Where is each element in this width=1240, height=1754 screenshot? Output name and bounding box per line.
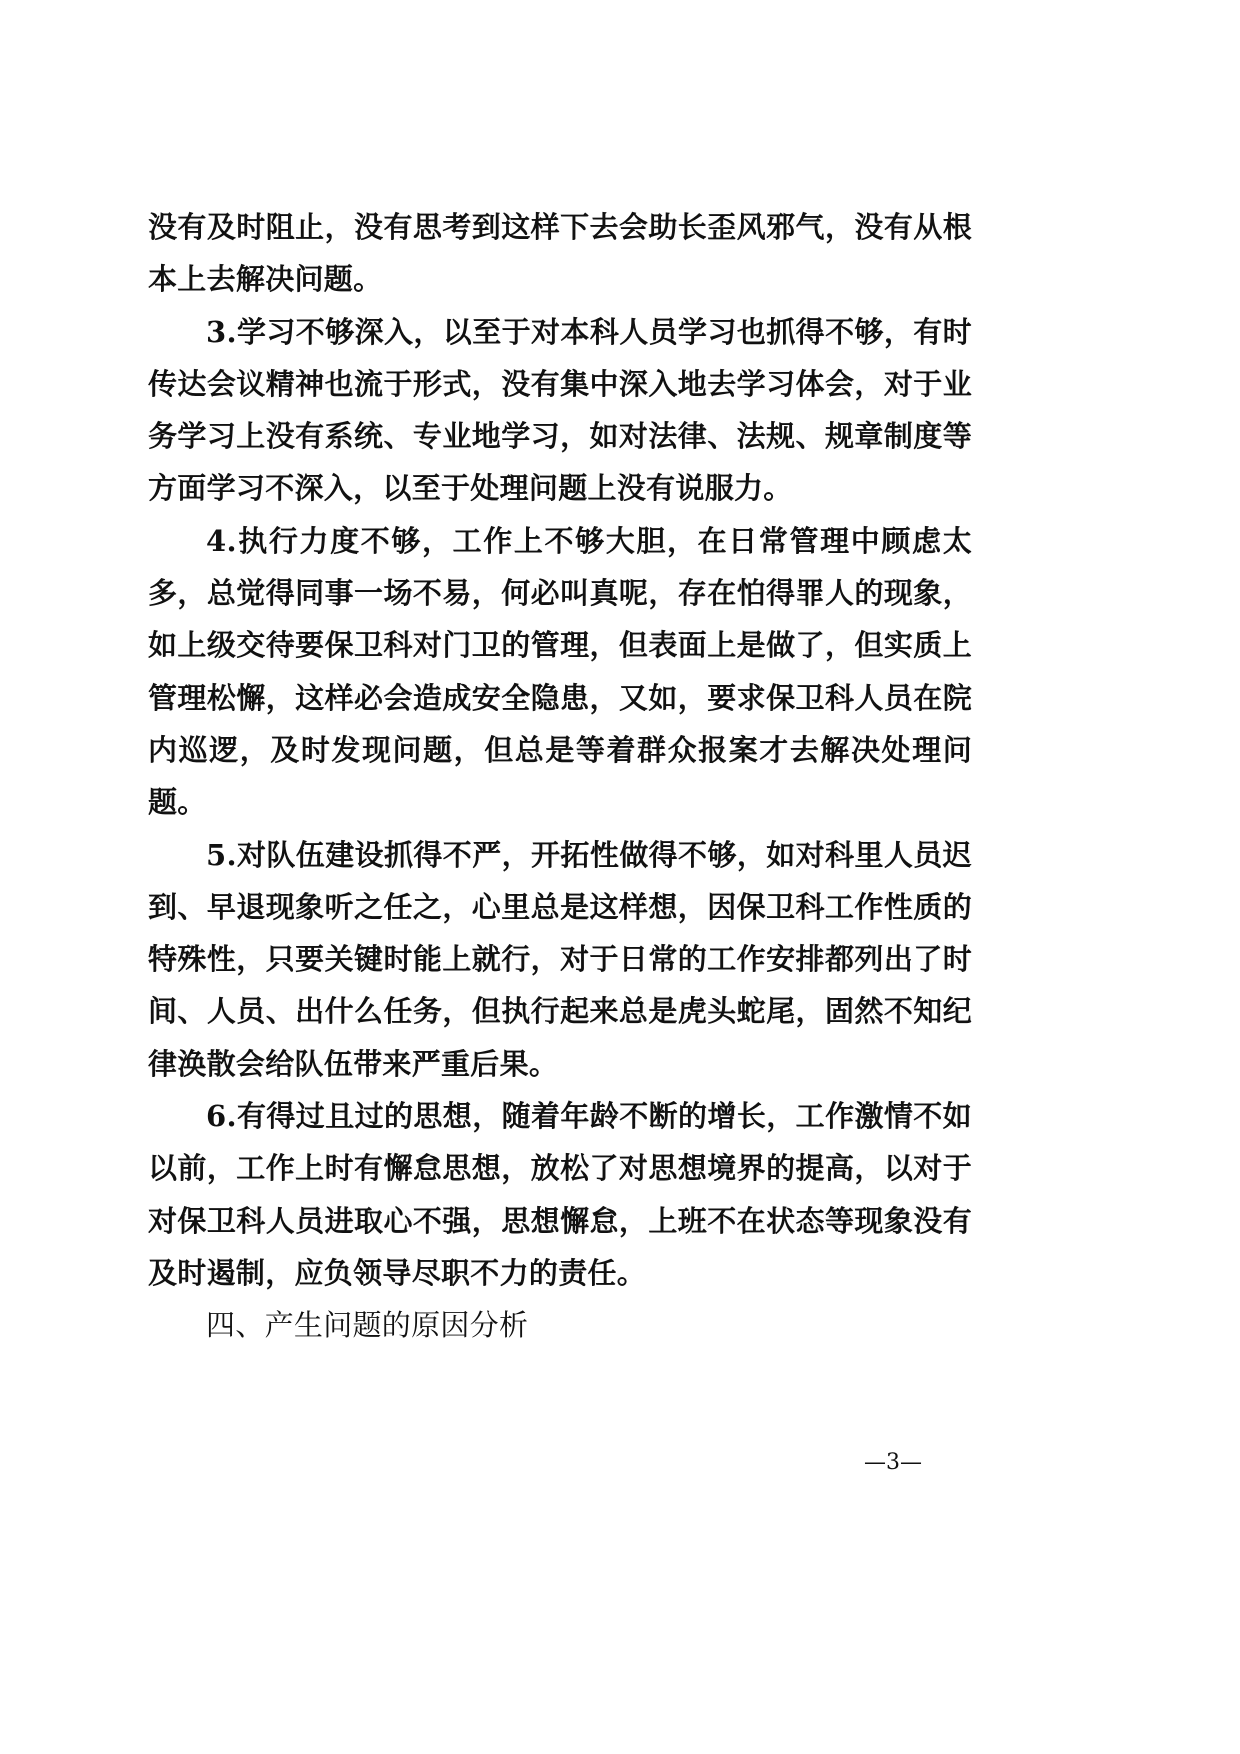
page-number: —3— xyxy=(864,1450,922,1475)
paragraph-item-3: 3.学习不够深入，以至于对本科人员学习也抓得不够，有时传达会议精神也流于形式，没有集中深入地去学习体会，对于业务学习上没有系统、专业地学习，如对法律、法规、规章制度等方面学习不深入，以至于处理问题上没有说服力。 xyxy=(148,314,972,506)
paragraph-continuation: 没有及时阻止，没有思考到这样下去会助长歪风邪气，没有从根本上去解决问题。 xyxy=(148,210,972,297)
paragraph-item-6: 6.有得过且过的思想，随着年龄不断的增长，工作激情不如以前，工作上时有懈怠思想，放松了对思想境界的提高，以对于对保卫科人员进取心不强，思想懈怠，上班不在状态等现象没有及时遏制，应负领导尽职不力的责任。 xyxy=(148,1099,972,1290)
paragraph-item-4: 4.执行力度不够，工作上不够大胆，在日常管理中顾虑太多，总觉得同事一场不易，何必叫真呢，存在怕得罪人的现象，如上级交待要保卫科对门卫的管理，但表面上是做了，但实质上管理松懈，这样必会造成安全隐患，又如，要求保卫科人员在院内巡逻，及时发现问题，但总是等着群众报案才去解决处理问题。 xyxy=(148,523,972,820)
paragraph-item-5: 5.对队伍建设抓得不严，开拓性做得不够，如对科里人员迟到、早退现象听之任之，心里总是这样想，因保卫科工作性质的特殊性，只要关键时能上就行，对于日常的工作安排都列出了时间、人员、出什么任务，但执行起来总是虎头蛇尾，固然不知纪律涣散会给队伍带来严重后果。 xyxy=(148,837,972,1081)
document-body xyxy=(148,201,972,1352)
section-heading: 四、产生问题的原因分析 xyxy=(206,1308,529,1343)
